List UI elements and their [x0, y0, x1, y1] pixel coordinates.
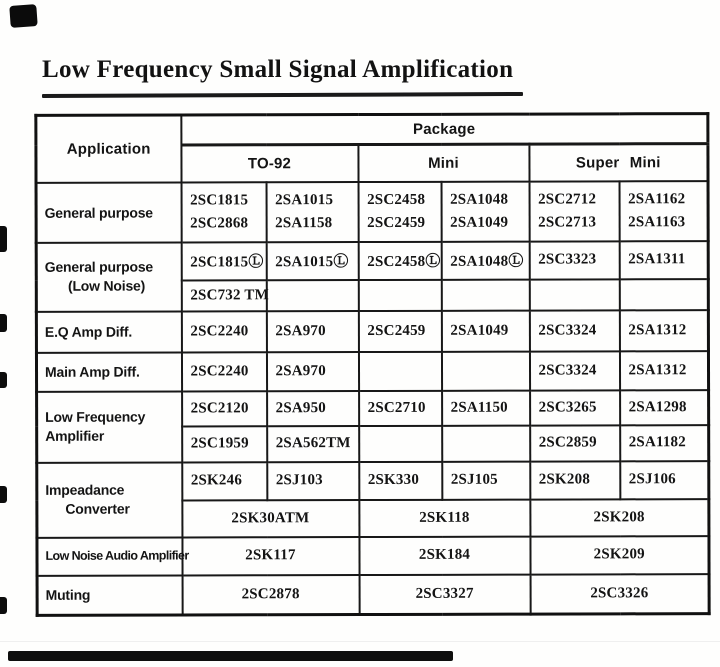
part-cell [358, 279, 441, 310]
part-cell: 2SA562TM [267, 426, 359, 462]
part-cell: 2SA1311 [619, 241, 708, 279]
part-cell: 2SA1048 2SA1049 [441, 181, 529, 241]
part-cell [441, 351, 529, 390]
scan-artifact-left-nub [0, 372, 7, 388]
part-cell: 2SA1298 [620, 390, 709, 425]
part-cell [358, 351, 441, 390]
page-title: Low Frequency Small Signal Amplification [42, 56, 514, 83]
part-cell: 2SC2458Ⓛ [358, 241, 441, 279]
part-cell: 2SC2878 [182, 575, 359, 615]
part-cell: 2SJ103 [267, 462, 359, 500]
part-cell: 2SA1312 [619, 351, 708, 390]
part-cell: 2SC1959 [182, 426, 267, 462]
part-cell: 2SK184 [359, 536, 530, 574]
part-cell [441, 279, 529, 310]
part-cell: 2SC2120 [182, 391, 267, 426]
part-cell: 2SC2712 2SC2713 [529, 181, 619, 241]
part-cell [529, 279, 619, 310]
package-type-to92: TO-92 [181, 145, 358, 182]
part-cell: 2SK208 [530, 461, 620, 499]
part-cell: 2SK208 [530, 499, 709, 536]
scan-artifact-left-nub [0, 486, 7, 503]
part-cell [619, 279, 708, 310]
part-cell: 2SA1162 2SA1163 [619, 181, 708, 241]
parts-table [34, 112, 710, 617]
part-cell: 2SC2859 [530, 425, 620, 461]
scan-artifact-left-nub [0, 314, 7, 332]
row-label-low-noise-audio-amplifier: Low Noise Audio Amplifier [37, 537, 182, 575]
part-cell: 2SC1815 2SC2868 [181, 182, 266, 242]
title-underline [42, 92, 523, 98]
part-cell: 2SA1015 2SA1158 [266, 182, 358, 242]
part-cell: 2SC3324 [529, 310, 619, 351]
row-label-impedance-converter: Impeadance Converter [37, 462, 182, 537]
application-header: Application [36, 115, 181, 182]
part-cell: 2SA1049 [441, 310, 529, 351]
scan-artifact-corner [9, 4, 37, 28]
part-cell: 2SA1150 [442, 390, 530, 425]
part-cell: 2SJ105 [442, 461, 530, 499]
part-cell [359, 425, 442, 461]
part-cell: 2SC3326 [530, 574, 709, 614]
part-cell: 2SA950 [267, 391, 359, 426]
scan-artifact-faint-line [0, 641, 720, 642]
part-cell: 2SK330 [359, 461, 442, 499]
part-cell: 2SC2240 [181, 311, 266, 352]
part-cell: 2SK30ATM [182, 500, 359, 537]
part-cell: 2SC2710 [359, 390, 442, 425]
part-cell: 2SC3265 [530, 390, 620, 425]
part-cell [266, 280, 358, 311]
part-cell [442, 425, 530, 461]
row-label-eq-amp-diff: E.Q Amp Diff. [36, 311, 181, 352]
part-cell: 2SC3327 [359, 574, 530, 614]
part-cell: 2SA1048Ⓛ [441, 241, 529, 279]
scan-artifact-left-nub [0, 597, 7, 614]
part-cell: 2SJ106 [620, 461, 709, 499]
part-cell: 2SA1182 [620, 425, 709, 461]
part-cell: 2SA1312 [619, 310, 708, 351]
scan-artifact-bottom-bar [8, 651, 453, 661]
part-cell: 2SC2458 2SC2459 [358, 181, 441, 241]
package-type-mini: Mini [358, 144, 529, 181]
part-cell: 2SC732 TM [181, 280, 266, 311]
row-label-general-purpose: General purpose [36, 182, 181, 242]
scan-artifact-left-nub [0, 226, 7, 252]
row-label-muting: Muting [37, 575, 182, 615]
package-header: Package [181, 114, 708, 145]
package-type-super-mini: Super Mini [529, 144, 708, 181]
part-cell: 2SA970 [266, 311, 358, 352]
part-cell: 2SK117 [182, 537, 359, 575]
part-cell: 2SK209 [530, 536, 709, 574]
part-cell: 2SC1815Ⓛ [181, 242, 266, 280]
part-cell: 2SC2240 [181, 352, 266, 391]
row-label-main-amp-diff: Main Amp Diff. [36, 352, 181, 391]
part-cell: 2SA1015Ⓛ [266, 242, 358, 280]
part-cell: 2SC3323 [529, 241, 619, 279]
part-cell: 2SK246 [182, 462, 267, 500]
part-cell: 2SC2459 [358, 310, 441, 351]
part-cell: 2SA970 [266, 352, 358, 391]
row-label-general-purpose-low-noise: General purpose (Low Noise) [36, 242, 181, 311]
row-label-low-frequency-amplifier: Low Frequency Amplifier [37, 391, 182, 462]
part-cell: 2SK118 [359, 499, 530, 536]
part-cell: 2SC3324 [529, 351, 619, 390]
